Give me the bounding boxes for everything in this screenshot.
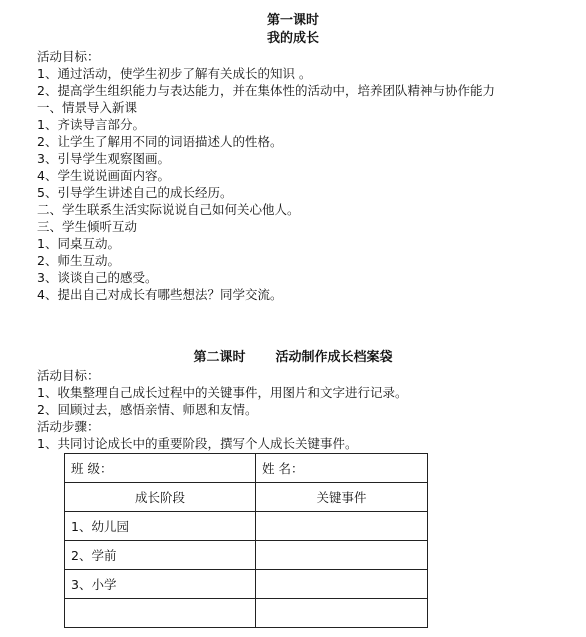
lesson1-line: 4、提出自己对成长有哪些想法？同学交流。: [37, 287, 283, 302]
stage-cell: 3、小学: [65, 570, 256, 599]
stage-cell: 2、学前: [65, 541, 256, 570]
table-header-row: [65, 483, 428, 512]
lesson2-line: 活动目标：: [37, 368, 100, 383]
lesson1-line: 3、引导学生观察图画。: [37, 151, 170, 166]
lesson1-line: 4、学生说说画面内容。: [37, 168, 170, 183]
lesson1-line: 1、同桌互动。: [37, 236, 120, 251]
event-cell: [256, 570, 428, 599]
lesson1-line: 2、师生互动。: [37, 253, 120, 268]
lesson1-line: 二、学生联系生活实际说说自己如何关心他人。: [37, 202, 300, 217]
lesson1-line: 三、学生倾听互动: [37, 219, 138, 234]
lesson2-title: 活动制作成长档案袋: [275, 350, 393, 365]
lesson1-line: 一、情景导入新课: [37, 100, 138, 115]
event-cell: [256, 512, 428, 541]
lesson1-line: 3、谈谈自己的感受。: [37, 270, 158, 285]
lesson2-line: 1、收集整理自己成长过程中的关键事件，用图片和文字进行记录。: [37, 385, 408, 400]
lesson1-title: 我的成长: [266, 31, 319, 46]
lesson2-header: [0, 349, 586, 366]
lesson1-line: 2、让学生了解用不同的词语描述人的性格。: [37, 134, 283, 149]
lesson1-line: 活动目标：: [37, 49, 100, 64]
lesson1-line: 5、引导学生讲述自己的成长经历。: [37, 185, 233, 200]
lesson2-line: 1、共同讨论成长中的重要阶段，撰写个人成长关键事件。: [37, 436, 358, 451]
table-row: [65, 599, 428, 628]
stage-cell: 1、幼儿园: [65, 512, 256, 541]
column-header-stage: 成长阶段: [65, 483, 256, 512]
lesson1-line: 1、通过活动，使学生初步了解有关成长的知识 。: [37, 66, 312, 81]
table-row: [65, 512, 428, 541]
lesson1-line: 2、提高学生组织能力与表达能力，并在集体性的活动中，培养团队精神与协作能力: [37, 83, 495, 98]
lesson1-line: 1、齐读导言部分。: [37, 117, 145, 132]
table-row: [65, 570, 428, 599]
table-row: [65, 454, 428, 483]
growth-record-table: [64, 453, 428, 628]
lesson2-line: 活动步骤：: [37, 419, 100, 434]
column-header-event: 关键事件: [256, 483, 428, 512]
lesson2-line: 2、回顾过去，感悟亲情、师恩和友情。: [37, 402, 258, 417]
stage-cell: [65, 599, 256, 628]
table-row: [65, 541, 428, 570]
class-label-cell: 班 级：: [65, 454, 256, 483]
name-label-cell: 姓 名：: [256, 454, 428, 483]
event-cell: [256, 599, 428, 628]
event-cell: [256, 541, 428, 570]
lesson1-heading: 第一课时: [266, 13, 319, 28]
lesson2-heading: 第二课时: [193, 350, 246, 365]
